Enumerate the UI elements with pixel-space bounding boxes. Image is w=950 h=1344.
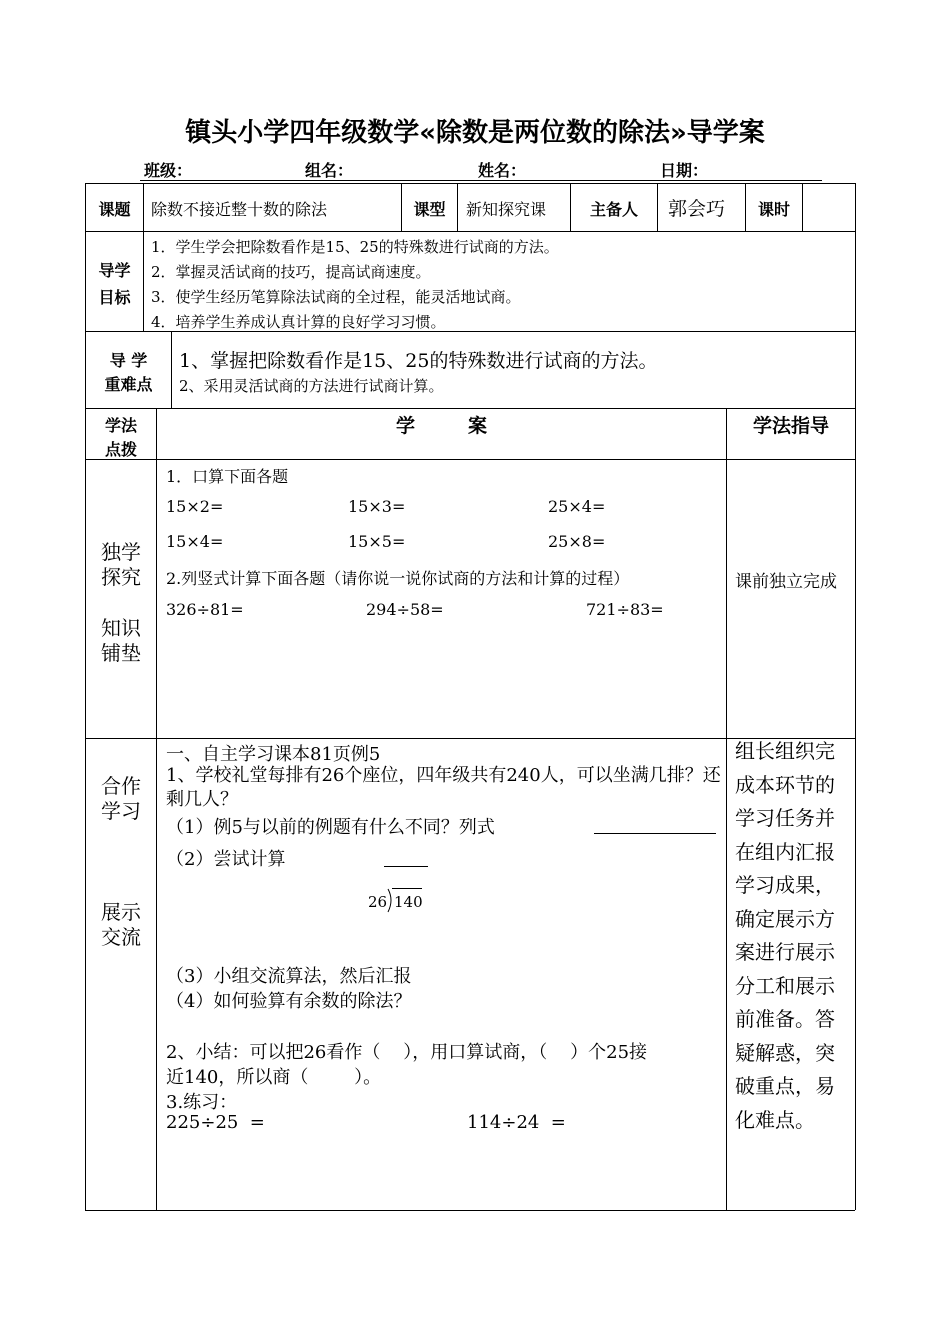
- section2-problem: 1、学校礼堂每排有26个座位，四年级共有240人，可以坐满几排？还剩几人？: [166, 765, 721, 810]
- quotient-line: [384, 866, 428, 867]
- header-col1-line2: 点拨: [104, 440, 137, 459]
- type-label: 课型: [413, 200, 446, 219]
- practice-item: 114÷24 =: [467, 1112, 566, 1133]
- goal-item: 3．使学生经历笔算除法试商的全过程，能灵活地试商。: [151, 288, 521, 306]
- oral-item: 25×8=: [548, 532, 606, 551]
- goal-item: 4．培养学生养成认真计算的良好学习习惯。: [151, 313, 446, 331]
- oral-item: 15×2=: [166, 497, 224, 516]
- oral-item: 15×3=: [348, 497, 406, 516]
- section1-label: 探究: [101, 565, 141, 589]
- key-item-2: 2、采用灵活试商的方法进行试商计算。: [179, 377, 444, 395]
- summary-line-2: 近140，所以商（ ）。: [166, 1067, 382, 1088]
- section1-label: 独学: [101, 540, 141, 564]
- section1-label: 铺垫: [101, 641, 141, 665]
- topic-label: 课题: [98, 200, 131, 219]
- oral-question: 1．口算下面各题: [166, 467, 289, 486]
- written-question: 2.列竖式计算下面各题（请你说一说你试商的方法和计算的过程）: [166, 569, 630, 588]
- divisor: 26: [368, 893, 388, 911]
- page-title: 镇头小学四年级数学«除数是两位数的除法»导学案: [185, 118, 765, 148]
- preparer-value: 郭会巧: [668, 198, 726, 220]
- goal-item: 2．掌握灵活试商的技巧，提高试商速度。: [151, 263, 431, 281]
- goals-label-2: 目标: [98, 288, 131, 307]
- dividend: 140: [394, 893, 423, 911]
- section2-label: 合作: [101, 774, 141, 798]
- section2-heading: 一、自主学习课本81页例5: [166, 744, 381, 765]
- oral-item: 25×4=: [548, 497, 606, 516]
- topic-value: 除数不接近整十数的除法: [151, 200, 328, 219]
- written-item: 294÷58=: [366, 600, 444, 619]
- date-label: 日期：: [660, 161, 709, 180]
- section2-guide: 组长组织完成本环节的学习任务并在组内汇报学习成果，确定展示方案进行展示分工和展示前准备。答疑解惑，突破重点，易化难点。: [735, 739, 835, 1132]
- goals-label-1: 导学: [98, 261, 131, 280]
- practice-label: 3.练习：: [166, 1092, 238, 1113]
- period-label: 课时: [757, 200, 790, 219]
- written-item: 721÷83=: [586, 600, 664, 619]
- section1-guide: 课前独立完成: [735, 572, 837, 592]
- section2-sub1: （1）例5与以前的例题有什么不同？列式: [166, 817, 495, 838]
- info-underline: [140, 180, 822, 181]
- answer-blank: [594, 833, 716, 834]
- type-value: 新知探究课: [466, 200, 547, 219]
- class-label: 班级：: [144, 161, 193, 180]
- goal-item: 1．学生学会把除数看作是15、25的特殊数进行试商的方法。: [151, 238, 559, 256]
- section2-label: 展示: [101, 900, 141, 924]
- section2-label: 交流: [101, 925, 141, 949]
- key-label-1: 导 学: [109, 351, 148, 370]
- key-label-2: 重难点: [104, 375, 153, 394]
- group-label: 组名：: [305, 161, 354, 180]
- section1-label: 知识: [101, 616, 141, 640]
- section2-sub2: （2）尝试计算: [166, 849, 286, 870]
- header-col2: 学 案: [396, 415, 487, 437]
- section2-sub3: （3）小组交流算法，然后汇报: [166, 966, 412, 987]
- preparer-label: 主备人: [589, 200, 638, 219]
- oral-item: 15×4=: [166, 532, 224, 551]
- written-item: 326÷81=: [166, 600, 244, 619]
- section2-sub4: （4）如何验算有余数的除法？: [166, 991, 412, 1012]
- long-division: [368, 888, 428, 914]
- practice-item: 225÷25 =: [166, 1112, 265, 1133]
- summary-line-1: 2、小结：可以把26看作（ ），用口算试商，（ ）个25接: [166, 1042, 648, 1063]
- key-item-1: 1、掌握把除数看作是15、25的特殊数进行试商的方法。: [179, 350, 658, 372]
- header-col3: 学法指导: [752, 415, 829, 437]
- section2-label: 学习: [101, 799, 141, 823]
- oral-item: 15×5=: [348, 532, 406, 551]
- header-col1-line1: 学法: [104, 416, 137, 435]
- name-label: 姓名：: [478, 161, 527, 180]
